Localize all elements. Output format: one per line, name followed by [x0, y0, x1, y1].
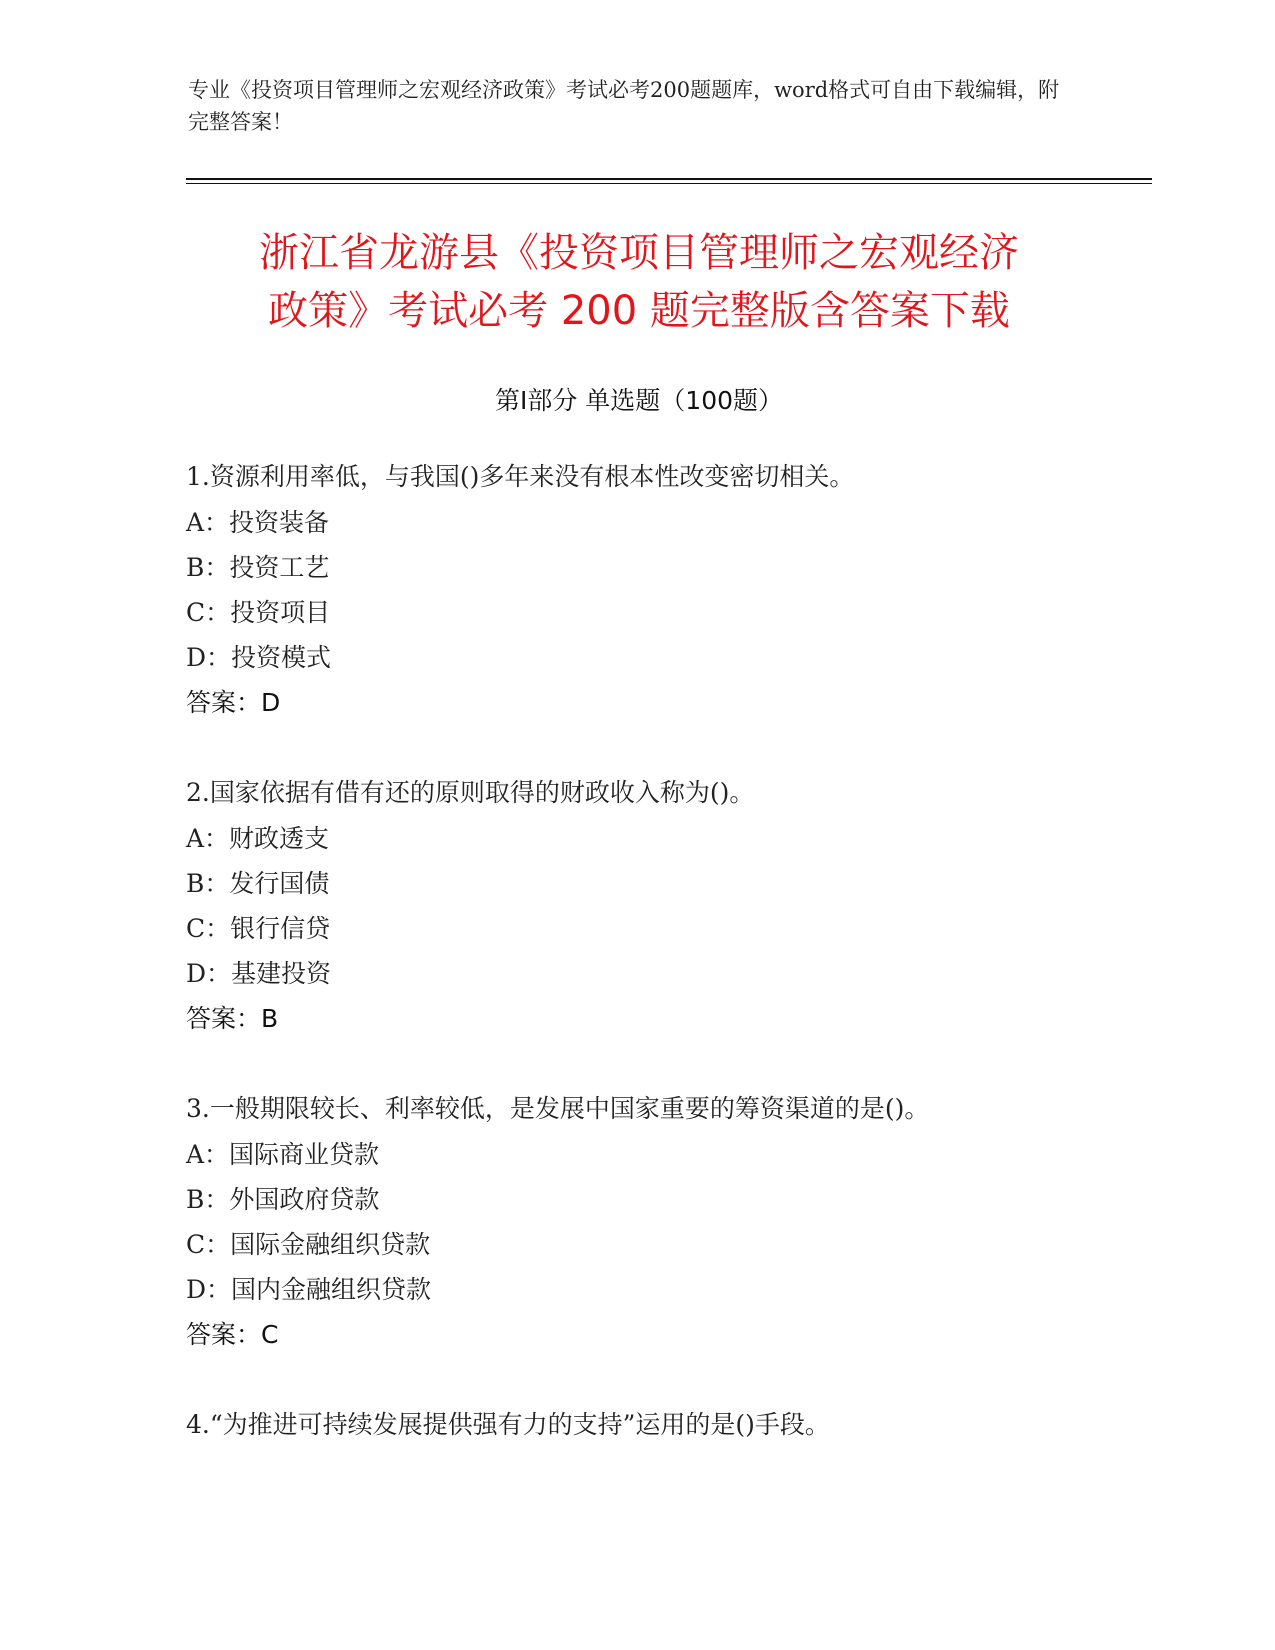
question-stem: 4.“为推进可持续发展提供强有力的支持”运用的是()手段。 [186, 1410, 830, 1439]
question-stem: 3.一般期限较长、利率较低，是发展中国家重要的筹资渠道的是()。 [186, 1094, 930, 1123]
option-a: A：国际商业贷款 [186, 1140, 380, 1169]
answer: 答案：B [186, 1004, 279, 1033]
document-title-line-1: 浙江省龙游县《投资项目管理师之宏观经济 [259, 230, 1019, 276]
question-4 [186, 1406, 1146, 1452]
header-rule-thin [186, 183, 1152, 184]
option-d: D：投资模式 [186, 643, 332, 672]
header-note: 专业《投资项目管理师之宏观经济政策》考试必考200题题库，word格式可自由下载编辑，附完整答案！ [188, 78, 1060, 134]
question-stem: 2.国家依据有借有还的原则取得的财政收入称为()。 [186, 778, 755, 807]
option-c: C：国际金融组织贷款 [186, 1230, 431, 1259]
answer: 答案：C [186, 1320, 279, 1349]
question-3 [186, 1090, 1146, 1361]
document-title-line-2: 政策》考试必考 200 题完整版含答案下载 [268, 288, 1010, 334]
answer: 答案：D [186, 688, 281, 717]
option-c: C：投资项目 [186, 598, 331, 627]
option-b: B：投资工艺 [186, 553, 330, 582]
option-a: A：投资装备 [186, 508, 330, 537]
option-d: D：基建投资 [186, 959, 332, 988]
option-a: A：财政透支 [186, 824, 330, 853]
section-heading: 第Ⅰ部分 单选题（100题） [494, 386, 784, 415]
question-stem: 1.资源利用率低，与我国()多年来没有根本性改变密切相关。 [186, 462, 855, 491]
question-1 [186, 458, 1146, 729]
option-b: B：外国政府贷款 [186, 1185, 380, 1214]
option-c: C：银行信贷 [186, 914, 331, 943]
question-2 [186, 774, 1146, 1045]
option-d: D：国内金融组织贷款 [186, 1275, 432, 1304]
header-rule-thick [186, 178, 1152, 180]
option-b: B：发行国债 [186, 869, 330, 898]
document-title [186, 224, 1092, 340]
